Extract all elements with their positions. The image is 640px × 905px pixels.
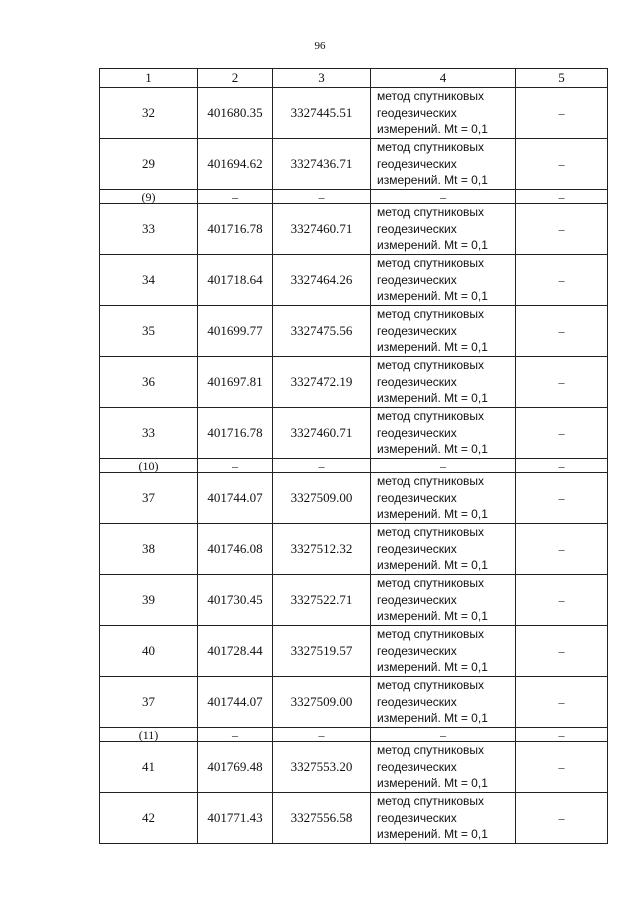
table-row: [100, 677, 608, 728]
x-coordinate-cell: 401694.62: [198, 139, 273, 190]
column-header: 2: [198, 69, 273, 88]
method-line: метод спутниковых: [377, 525, 485, 540]
y-coordinate-cell: –: [273, 190, 371, 204]
method-cell: [371, 139, 516, 190]
x-coordinate-cell: –: [198, 190, 273, 204]
point-number-cell: 33: [100, 408, 198, 459]
method-cell: [371, 357, 516, 408]
x-coordinate-cell: 401744.07: [198, 677, 273, 728]
x-coordinate-cell: 401769.48: [198, 742, 273, 793]
x-coordinate-cell: 401728.44: [198, 626, 273, 677]
table-row: [100, 408, 608, 459]
method-line: метод спутниковых: [377, 205, 485, 220]
x-coordinate-cell: 401716.78: [198, 408, 273, 459]
method-line: метод спутниковых: [377, 794, 485, 809]
method-cell: [371, 306, 516, 357]
y-coordinate-cell: 3327509.00: [273, 473, 371, 524]
method-line: измерений. Mt = 0,1: [377, 507, 488, 522]
method-cell: [371, 677, 516, 728]
y-coordinate-cell: 3327475.56: [273, 306, 371, 357]
contour-label-cell: (11): [100, 728, 198, 742]
method-line: геодезических: [377, 156, 457, 171]
x-coordinate-cell: 401718.64: [198, 255, 273, 306]
y-coordinate-cell: 3327460.71: [273, 204, 371, 255]
y-coordinate-cell: 3327472.19: [273, 357, 371, 408]
y-coordinate-cell: 3327553.20: [273, 742, 371, 793]
table-row: [100, 306, 608, 357]
column-header: 4: [371, 69, 516, 88]
contour-separator-row: [100, 728, 608, 742]
col5-cell: –: [516, 742, 608, 793]
method-cell: [371, 793, 516, 844]
col5-cell: –: [516, 408, 608, 459]
method-line: геодезических: [377, 272, 457, 287]
method-line: измерений. Mt = 0,1: [377, 442, 488, 457]
method-line: геодезических: [377, 759, 457, 774]
method-cell: [371, 524, 516, 575]
y-coordinate-cell: 3327436.71: [273, 139, 371, 190]
method-line: измерений. Mt = 0,1: [377, 340, 488, 355]
y-coordinate-cell: 3327512.32: [273, 524, 371, 575]
col5-cell: –: [516, 88, 608, 139]
method-cell: [371, 473, 516, 524]
table-row: [100, 793, 608, 844]
method-line: измерений. Mt = 0,1: [377, 289, 488, 304]
table-body: [100, 69, 608, 844]
method-line: геодезических: [377, 374, 457, 389]
x-coordinate-cell: 401744.07: [198, 473, 273, 524]
point-number-cell: 40: [100, 626, 198, 677]
method-line: метод спутниковых: [377, 743, 485, 758]
col5-cell: –: [516, 190, 608, 204]
method-cell: [371, 575, 516, 626]
method-line: измерений. Mt = 0,1: [377, 776, 488, 791]
x-coordinate-cell: –: [198, 728, 273, 742]
method-line: измерений. Mt = 0,1: [377, 238, 488, 253]
method-line: геодезических: [377, 810, 457, 825]
col5-cell: –: [516, 626, 608, 677]
method-cell: –: [371, 190, 516, 204]
method-line: измерений. Mt = 0,1: [377, 122, 488, 137]
point-number-cell: 33: [100, 204, 198, 255]
col5-cell: –: [516, 255, 608, 306]
page-number: 96: [314, 40, 326, 52]
x-coordinate-cell: 401716.78: [198, 204, 273, 255]
y-coordinate-cell: –: [273, 459, 371, 473]
method-line: измерений. Mt = 0,1: [377, 827, 488, 842]
contour-separator-row: [100, 459, 608, 473]
method-line: геодезических: [377, 541, 457, 556]
x-coordinate-cell: 401771.43: [198, 793, 273, 844]
x-coordinate-cell: 401697.81: [198, 357, 273, 408]
column-header: 5: [516, 69, 608, 88]
table-row: [100, 575, 608, 626]
method-line: геодезических: [377, 592, 457, 607]
table-row: [100, 357, 608, 408]
method-line: измерений. Mt = 0,1: [377, 391, 488, 406]
y-coordinate-cell: –: [273, 728, 371, 742]
table-header-row: [100, 69, 608, 88]
point-number-cell: 37: [100, 473, 198, 524]
method-line: измерений. Mt = 0,1: [377, 558, 488, 573]
point-number-cell: 29: [100, 139, 198, 190]
table-row: [100, 742, 608, 793]
point-number-cell: 32: [100, 88, 198, 139]
method-cell: [371, 626, 516, 677]
col5-cell: –: [516, 473, 608, 524]
contour-separator-row: [100, 190, 608, 204]
x-coordinate-cell: 401746.08: [198, 524, 273, 575]
table-row: [100, 524, 608, 575]
method-line: геодезических: [377, 105, 457, 120]
point-number-cell: 42: [100, 793, 198, 844]
method-cell: [371, 88, 516, 139]
table-row: [100, 626, 608, 677]
y-coordinate-cell: 3327556.58: [273, 793, 371, 844]
method-line: геодезических: [377, 490, 457, 505]
col5-cell: –: [516, 728, 608, 742]
method-line: метод спутниковых: [377, 140, 485, 155]
y-coordinate-cell: 3327460.71: [273, 408, 371, 459]
point-number-cell: 36: [100, 357, 198, 408]
col5-cell: –: [516, 459, 608, 473]
method-cell: –: [371, 728, 516, 742]
table-row: [100, 139, 608, 190]
method-cell: [371, 408, 516, 459]
col5-cell: –: [516, 139, 608, 190]
point-number-cell: 35: [100, 306, 198, 357]
y-coordinate-cell: 3327519.57: [273, 626, 371, 677]
table-row: [100, 204, 608, 255]
point-number-cell: 41: [100, 742, 198, 793]
col5-cell: –: [516, 677, 608, 728]
col5-cell: –: [516, 306, 608, 357]
method-cell: [371, 255, 516, 306]
method-line: метод спутниковых: [377, 678, 485, 693]
method-line: геодезических: [377, 323, 457, 338]
x-coordinate-cell: –: [198, 459, 273, 473]
column-header: 1: [100, 69, 198, 88]
y-coordinate-cell: 3327522.71: [273, 575, 371, 626]
method-line: метод спутниковых: [377, 89, 485, 104]
col5-cell: –: [516, 575, 608, 626]
col5-cell: –: [516, 793, 608, 844]
method-line: измерений. Mt = 0,1: [377, 660, 488, 675]
x-coordinate-cell: 401730.45: [198, 575, 273, 626]
method-cell: [371, 204, 516, 255]
method-line: геодезических: [377, 425, 457, 440]
contour-label-cell: (10): [100, 459, 198, 473]
col5-cell: –: [516, 524, 608, 575]
point-number-cell: 38: [100, 524, 198, 575]
col5-cell: –: [516, 204, 608, 255]
method-line: метод спутниковых: [377, 627, 485, 642]
method-line: метод спутниковых: [377, 256, 485, 271]
method-cell: –: [371, 459, 516, 473]
col5-cell: –: [516, 357, 608, 408]
y-coordinate-cell: 3327509.00: [273, 677, 371, 728]
method-line: измерений. Mt = 0,1: [377, 173, 488, 188]
point-number-cell: 34: [100, 255, 198, 306]
point-number-cell: 37: [100, 677, 198, 728]
table-row: [100, 255, 608, 306]
y-coordinate-cell: 3327464.26: [273, 255, 371, 306]
coordinates-table: [99, 68, 608, 844]
column-header: 3: [273, 69, 371, 88]
method-line: измерений. Mt = 0,1: [377, 711, 488, 726]
method-line: метод спутниковых: [377, 307, 485, 322]
method-line: метод спутниковых: [377, 576, 485, 591]
y-coordinate-cell: 3327445.51: [273, 88, 371, 139]
x-coordinate-cell: 401699.77: [198, 306, 273, 357]
method-line: метод спутниковых: [377, 474, 485, 489]
table-row: [100, 88, 608, 139]
x-coordinate-cell: 401680.35: [198, 88, 273, 139]
method-cell: [371, 742, 516, 793]
contour-label-cell: (9): [100, 190, 198, 204]
method-line: метод спутниковых: [377, 409, 485, 424]
point-number-cell: 39: [100, 575, 198, 626]
method-line: геодезических: [377, 643, 457, 658]
method-line: измерений. Mt = 0,1: [377, 609, 488, 624]
method-line: геодезических: [377, 694, 457, 709]
method-line: метод спутниковых: [377, 358, 485, 373]
table-row: [100, 473, 608, 524]
method-line: геодезических: [377, 221, 457, 236]
